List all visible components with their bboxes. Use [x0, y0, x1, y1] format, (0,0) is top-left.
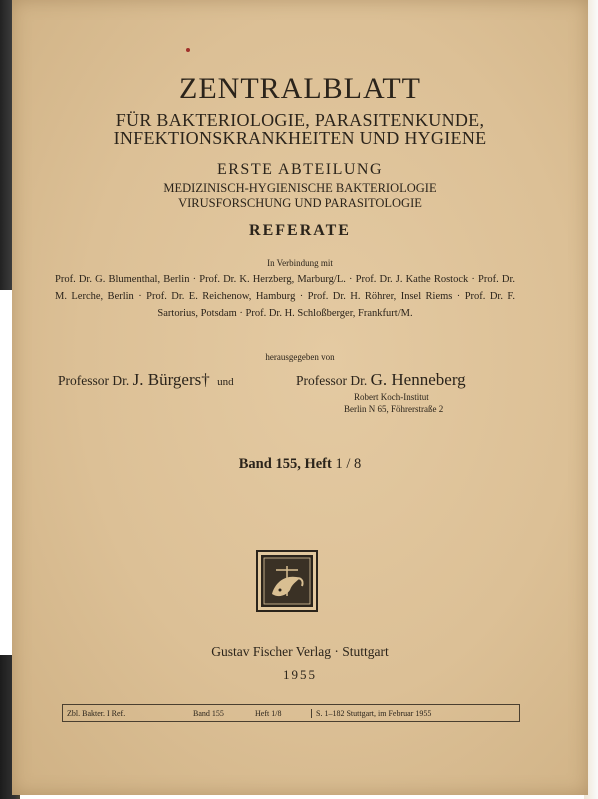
deceased-mark: † — [201, 370, 210, 389]
journal-title: ZENTRALBLATT — [179, 72, 421, 105]
footer-abbrev: Zbl. Bakter. I Ref. — [67, 708, 126, 718]
ink-spot — [186, 48, 190, 52]
journal-subtitle-line1: FÜR BAKTERIOLOGIE, PARASITENKUNDE, — [115, 110, 485, 130]
section-abteilung: ERSTE ABTEILUNG — [216, 161, 384, 178]
editor-right-name: G. Henneberg — [370, 370, 466, 389]
dolphin-emblem-icon — [256, 550, 318, 612]
issue-label: Band 155, Heft — [238, 456, 332, 472]
contributors-intro: In Verbindung mit — [267, 258, 333, 268]
citation-footer — [62, 704, 520, 722]
publisher-name: Gustav Fischer Verlag · Stuttgart — [211, 644, 389, 659]
editor-left-name: J. Bürgers — [132, 370, 202, 389]
section-type: REFERATE — [249, 222, 351, 239]
editor-right — [296, 370, 466, 390]
issue-info — [40, 456, 560, 473]
footer-heft: Heft 1/8 — [251, 709, 312, 718]
editor-right-address: Berlin N 65, Föhrerstraße 2 — [344, 404, 444, 414]
footer-pages: S. 1–182 Stuttgart, im Februar 1955 — [316, 708, 432, 718]
editors-conjunction: und — [217, 376, 234, 388]
editor-left-prefix: Professor Dr. — [58, 373, 130, 388]
section-line1: MEDIZINISCH-HYGIENISCHE BAKTERIOLOGIE — [163, 181, 437, 195]
editor-right-institute: Robert Koch-Institut — [354, 392, 429, 402]
section-line2: VIRUSFORSCHUNG UND PARASITOLOGIE — [178, 196, 422, 210]
contributors-list: Prof. Dr. G. Blumenthal, Berlin · Prof. Dr. K. Herzberg, Marburg/L. · Prof. Dr. J. Kathe Rostock · Prof. Dr. M. Lerche, Berlin · Prof. Dr. E. Reichenow, Hamburg · Prof. Dr. H. Röhrer, Insel Riems · Prof. Dr. F. Sartorius, Potsdam · Prof. Dr. H. Schloßberger, Frankfurt/M. — [55, 274, 515, 319]
issue-number: 1 / 8 — [335, 456, 362, 472]
editor-right-prefix: Professor Dr. — [296, 373, 368, 388]
editor-left — [58, 370, 234, 390]
footer-band: Band 155 — [193, 708, 224, 718]
editors-intro: herausgegeben von — [265, 352, 335, 362]
journal-subtitle-line2: INFEKTIONSKRANKHEITEN UND HYGIENE — [113, 128, 487, 148]
publication-year: 1955 — [283, 667, 317, 682]
